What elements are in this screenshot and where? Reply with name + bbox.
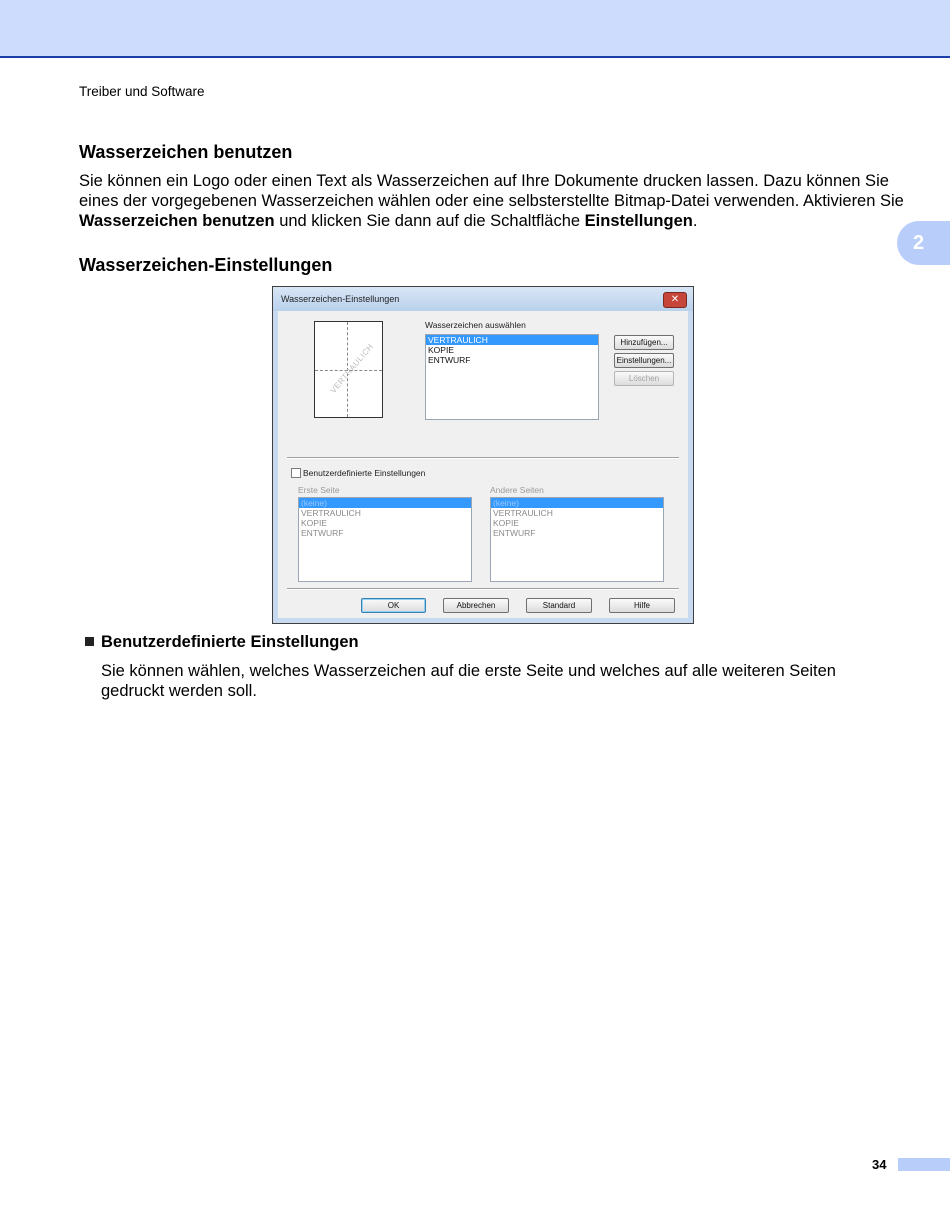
settings-button[interactable]: Einstellungen... [614, 353, 674, 368]
watermark-item[interactable]: KOPIE [428, 345, 454, 355]
close-icon[interactable]: ✕ [663, 292, 687, 308]
watermark-listbox[interactable] [425, 334, 599, 420]
dialog-footer-separator [287, 588, 679, 590]
first-page-label: Erste Seite [298, 485, 340, 495]
custom-settings-label: Benutzerdefinierte Einstellungen [303, 468, 426, 478]
bullet-square-icon [85, 637, 94, 646]
chapter-number: 2 [913, 232, 925, 254]
other-pages-item[interactable]: VERTRAULICH [493, 508, 553, 518]
page-number-bar [898, 1158, 950, 1171]
first-page-listbox[interactable] [298, 497, 472, 582]
ok-button[interactable]: OK [361, 598, 426, 613]
custom-settings-checkbox[interactable] [291, 468, 301, 478]
standard-button[interactable]: Standard [526, 598, 592, 613]
watermark-select-label: Wasserzeichen auswählen [425, 320, 526, 330]
dialog-titlebar[interactable] [273, 287, 693, 311]
first-page-item[interactable]: ENTWURF [301, 528, 344, 538]
page-number: 34 [872, 1157, 887, 1172]
watermark-preview [314, 321, 383, 418]
other-pages-item[interactable]: (keine) [491, 498, 663, 508]
para-bold-1: Wasserzeichen benutzen [79, 212, 275, 230]
header-bar [0, 0, 950, 58]
preview-watermark-text: VERTRAULICH [328, 341, 376, 396]
watermark-item[interactable]: VERTRAULICH [426, 335, 598, 345]
help-button[interactable]: Hilfe [609, 598, 675, 613]
dialog-title: Wasserzeichen-Einstellungen [281, 294, 400, 304]
cancel-button[interactable]: Abbrechen [443, 598, 509, 613]
section-title-watermark-use: Wasserzeichen benutzen [79, 142, 293, 162]
first-page-item[interactable]: VERTRAULICH [301, 508, 361, 518]
section-title-watermark-settings: Wasserzeichen-Einstellungen [79, 255, 333, 275]
para-text-2: und klicken Sie dann auf die Schaltfläche [274, 212, 585, 230]
bullet-title: Benutzerdefinierte Einstellungen [101, 633, 359, 651]
bullet-text: Sie können wählen, welches Wasserzeichen auf die erste Seite und welches auf alle weiteren Seiten gedruckt werden soll. [101, 662, 836, 700]
add-button[interactable]: Hinzufügen... [614, 335, 674, 350]
para-bold-2: Einstellungen [584, 212, 693, 230]
running-head: Treiber und Software [79, 84, 205, 99]
dialog-separator [287, 457, 679, 459]
delete-button[interactable]: Löschen [614, 371, 674, 386]
other-pages-item[interactable]: KOPIE [493, 518, 519, 528]
section-paragraph [79, 171, 909, 231]
first-page-item[interactable]: KOPIE [301, 518, 327, 528]
dialog-frame-bottom [273, 618, 693, 623]
watermark-item[interactable]: ENTWURF [428, 355, 471, 365]
other-pages-label: Andere Seiten [490, 485, 544, 495]
other-pages-item[interactable]: ENTWURF [493, 528, 536, 538]
dialog-frame-left [273, 311, 278, 623]
dialog-frame-right [688, 311, 693, 623]
watermark-settings-dialog [272, 286, 694, 624]
para-text-1: Sie können ein Logo oder einen Text als Wasserzeichen auf Ihre Dokumente drucken lassen. Dazu können Sie eines der vorgegebenen Wasserzeichen wählen oder eine selbsterstellte Bitmap-Datei verwenden. Aktivieren Sie [79, 172, 904, 210]
other-pages-listbox[interactable] [490, 497, 664, 582]
first-page-item[interactable]: (keine) [299, 498, 471, 508]
para-text-3: . [692, 212, 698, 230]
